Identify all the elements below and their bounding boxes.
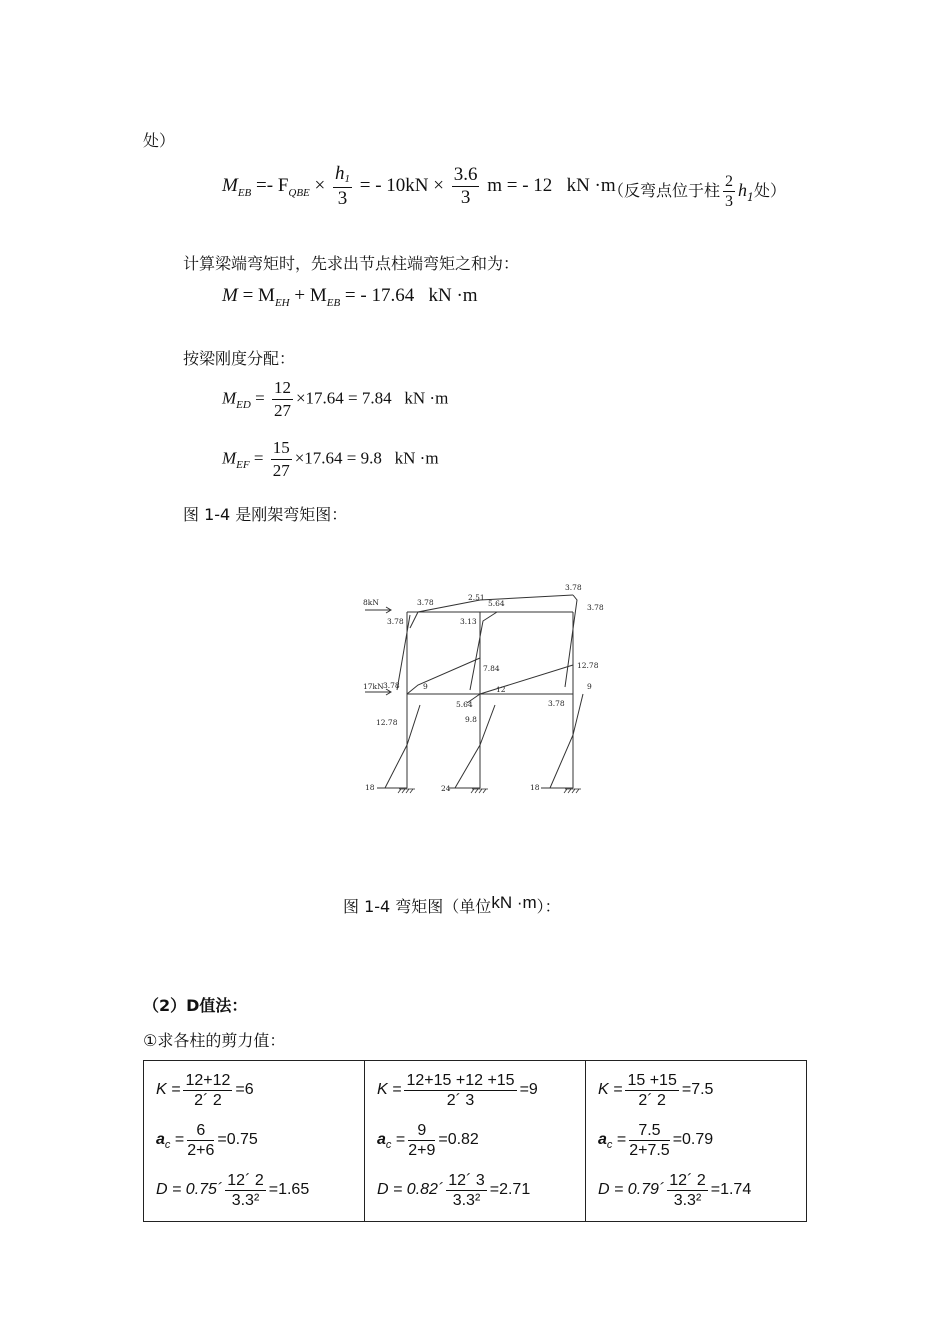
d-value-table xyxy=(143,1060,807,1222)
formula-result: =0.75 xyxy=(217,1131,258,1148)
frac-den: 2´ 2 xyxy=(638,1091,666,1109)
fraction xyxy=(667,1171,707,1210)
eq-unit: kN ·m xyxy=(394,448,439,468)
moment-label: 3.78 xyxy=(565,583,582,592)
moment-label: 7.84 xyxy=(483,664,500,673)
eq-unit: kN ·m xyxy=(428,285,478,306)
frac-den: 2´ 2 xyxy=(194,1091,222,1109)
formula-lhs: a xyxy=(598,1131,607,1148)
formula-result: =7.5 xyxy=(681,1081,714,1098)
load-label-mid: 17kN xyxy=(363,682,384,691)
moment-label: 3.78 xyxy=(548,699,565,708)
frac-den: 3 xyxy=(460,187,471,208)
frac-den: 3 xyxy=(725,193,734,210)
fraction xyxy=(333,163,352,210)
formula-lhs: K = xyxy=(156,1081,181,1098)
formula-sub: c xyxy=(385,1139,392,1151)
frac-den: 27 xyxy=(272,461,290,480)
moment-label: 18 xyxy=(365,783,375,792)
k-formula xyxy=(377,1065,575,1115)
moment-label: 5.64 xyxy=(488,599,505,608)
d-formula xyxy=(377,1165,575,1215)
fraction xyxy=(187,1121,214,1160)
figure-caption xyxy=(343,894,561,917)
load-label-top: 8kN xyxy=(363,598,379,607)
note-text: 处） xyxy=(754,181,787,200)
formula-sub: c xyxy=(164,1139,171,1151)
moment-label: 24 xyxy=(441,784,451,793)
frac-num: 12 xyxy=(272,377,293,400)
eq-text: m = - 12 xyxy=(487,174,553,196)
eq-symbol: M xyxy=(222,448,237,468)
frac-num: 6 xyxy=(187,1121,214,1141)
text-figure-intro: 图 1-4 是刚架弯矩图： xyxy=(183,505,348,524)
eq-subscript: ED xyxy=(236,399,251,412)
eq-text: = M xyxy=(242,285,275,306)
formula-eq: = xyxy=(616,1131,627,1148)
formula-lhs: K = xyxy=(377,1081,402,1098)
moment-label: 9 xyxy=(587,682,592,691)
inflection-note xyxy=(608,172,786,211)
eq-text: = - 17.64 xyxy=(344,285,415,306)
table-cell xyxy=(365,1061,586,1222)
eq-symbol: M xyxy=(222,388,237,408)
k-formula xyxy=(598,1065,796,1115)
moment-label: 9 xyxy=(423,682,428,691)
frac-num: 12´ 2 xyxy=(669,1171,706,1189)
frac-num: 15 xyxy=(271,437,292,460)
frac-num: h xyxy=(335,163,345,184)
eq-text: + M xyxy=(294,285,327,306)
formula-lhs: D = 0.79´ xyxy=(598,1181,665,1198)
frac-num: 15 +15 xyxy=(627,1071,677,1089)
moment-label: 3.78 xyxy=(417,598,434,607)
note-symbol: h xyxy=(738,180,748,200)
frac-den: 2+9 xyxy=(408,1141,436,1159)
moment-label: 3.13 xyxy=(460,617,477,626)
frac-den: 2+6 xyxy=(187,1141,215,1159)
frac-num-sub: 1 xyxy=(344,173,350,185)
caption-text: ）： xyxy=(536,897,561,916)
frac-num: 12+15 +12 +15 xyxy=(406,1071,515,1089)
moment-label: 3.78 xyxy=(383,681,400,690)
frac-den: 3 xyxy=(337,188,348,209)
moment-label: 3.78 xyxy=(387,617,404,626)
alpha-formula xyxy=(377,1115,575,1165)
intro-fragment: 处） xyxy=(143,131,176,150)
fraction xyxy=(271,437,292,482)
moment-label: 12.78 xyxy=(577,661,599,670)
table-cell xyxy=(144,1061,365,1222)
frac-den: 27 xyxy=(273,401,291,420)
formula-eq: = xyxy=(174,1131,185,1148)
eq-text: =- F xyxy=(256,174,289,196)
frac-num: 2 xyxy=(725,173,734,190)
fraction xyxy=(629,1121,669,1160)
moment-label: 9.8 xyxy=(465,715,477,724)
eq-text: ×17.64 = 9.8 xyxy=(294,448,382,468)
formula-result: =2.71 xyxy=(489,1181,531,1198)
eq-subscript: EF xyxy=(236,459,250,472)
frac-num: 3.6 xyxy=(453,164,478,185)
fraction xyxy=(625,1071,678,1110)
section-title: （2）D值法： xyxy=(143,996,248,1015)
eq-subscript: EH xyxy=(274,297,290,309)
moment-label: 2.51 xyxy=(468,593,485,602)
frac-den: 2+7.5 xyxy=(629,1141,670,1159)
eq-text: × xyxy=(314,174,326,196)
equation-meb xyxy=(222,163,616,210)
formula-lhs: a xyxy=(156,1131,165,1148)
moment-diagram xyxy=(355,575,615,800)
frac-den: 3.3² xyxy=(452,1191,481,1209)
d-formula xyxy=(598,1165,796,1215)
eq-text: = - 10kN × xyxy=(359,174,444,196)
fraction xyxy=(272,377,293,422)
fraction xyxy=(183,1071,232,1110)
formula-lhs: D = 0.75´ xyxy=(156,1181,223,1198)
caption-text: 图 1-4 弯矩图（单位 xyxy=(343,897,492,916)
formula-sub: c xyxy=(606,1139,613,1151)
caption-unit: kN ·m xyxy=(491,893,537,912)
eq-subscript: QBE xyxy=(288,186,310,199)
table-row xyxy=(144,1061,807,1222)
formula-lhs: a xyxy=(377,1131,386,1148)
equation-med: $M_{ED}$ = $\frac{12}{27}$ ×17.64 = 7.84 kN ·m xyxy=(222,378,449,420)
fraction xyxy=(404,1071,516,1110)
equation-msum xyxy=(222,285,478,307)
eq-unit: kN ·m xyxy=(404,388,449,408)
eq-unit: kN ·m xyxy=(566,174,616,196)
text-calc: 计算梁端弯矩时，先求出节点柱端弯矩之和为： xyxy=(183,254,520,273)
formula-result: =1.65 xyxy=(268,1181,310,1198)
fraction xyxy=(446,1171,486,1210)
frac-den: 3.3² xyxy=(673,1191,702,1209)
k-formula xyxy=(156,1065,354,1115)
step-1: ①求各柱的剪力值： xyxy=(143,1031,286,1050)
eq-symbol: M xyxy=(222,174,238,196)
formula-result: =1.74 xyxy=(710,1181,752,1198)
moment-label: 12.78 xyxy=(376,718,398,727)
eq-text: ×17.64 = 7.84 xyxy=(295,388,392,408)
eq-subscript: EB xyxy=(326,297,341,309)
frac-num: 12´ 2 xyxy=(227,1171,264,1189)
moment-label: 18 xyxy=(530,783,540,792)
note-subscript: 1 xyxy=(747,191,755,204)
frac-num: 7.5 xyxy=(629,1121,669,1141)
moment-label: 3.78 xyxy=(587,603,604,612)
equation-mef: $M_{EF}$ = $\frac{15}{27}$ ×17.64 = 9.8 kN ·m xyxy=(222,438,439,480)
formula-result: =0.82 xyxy=(438,1131,479,1148)
fixed-supports xyxy=(398,789,581,793)
frac-den: 2´ 3 xyxy=(446,1091,475,1109)
eq-subscript: EB xyxy=(237,186,252,199)
frac-num: 12+12 xyxy=(185,1071,231,1089)
formula-result: =0.79 xyxy=(672,1131,714,1148)
formula-lhs: K = xyxy=(598,1081,623,1098)
fraction xyxy=(225,1171,265,1210)
table-cell xyxy=(586,1061,807,1222)
frac-num: 9 xyxy=(408,1121,435,1141)
moment-label: 12 xyxy=(496,685,506,694)
note-text: （反弯点位于柱 xyxy=(608,181,721,200)
d-formula xyxy=(156,1165,354,1215)
fraction xyxy=(723,172,735,211)
alpha-formula xyxy=(598,1115,796,1165)
fraction xyxy=(452,164,480,209)
formula-result: =6 xyxy=(235,1081,254,1098)
formula-lhs: D = 0.82´ xyxy=(377,1181,444,1198)
frac-den: 3.3² xyxy=(231,1191,260,1209)
eq-symbol: M xyxy=(222,285,238,306)
fraction xyxy=(408,1121,435,1160)
frac-num: 12´ 3 xyxy=(448,1171,485,1189)
formula-eq: = xyxy=(395,1131,406,1148)
text-distribution: 按梁刚度分配： xyxy=(183,349,296,368)
moment-label: 5.64 xyxy=(456,700,473,709)
alpha-formula xyxy=(156,1115,354,1165)
formula-result: =9 xyxy=(519,1081,538,1098)
